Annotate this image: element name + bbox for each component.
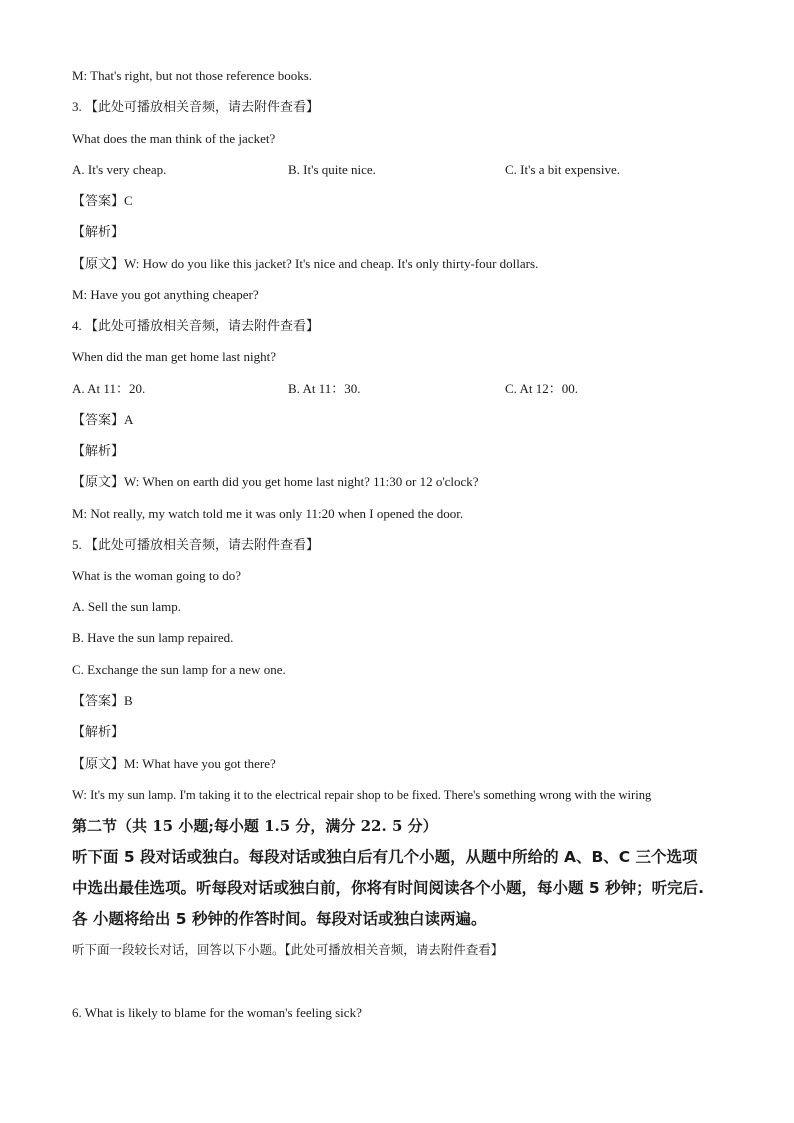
question-3-analysis: 【解析】 [72,224,125,239]
question-5-option-b: B. Have the sun lamp repaired. [72,630,234,645]
question-3-header: 3. 【此处可播放相关音频，请去附件查看】 [72,99,320,114]
question-4-stem: When did the man get home last night? [72,349,276,364]
dialog-intro: 听下面一段较长对话，回答以下小题。【此处可播放相关音频，请去附件查看】 [72,942,504,957]
question-6-stem: 6. What is likely to blame for the woman's feeling sick? [72,1005,362,1020]
section-2-instructions-1: 听下面 5 段对话或独白。每段对话或独白后有几个小题，从题中所给的 A、B、C 三个选项 [72,848,698,866]
question-5-stem: What is the woman going to do? [72,568,241,583]
question-5-header: 5. 【此处可播放相关音频，请去附件查看】 [72,537,320,552]
question-5-answer: 【答案】B [72,693,133,708]
question-4-transcript-1: 【原文】W: When on earth did you get home last night? 11:30 or 12 o'clock? [72,474,479,489]
question-3-option-c: C. It's a bit expensive. [505,162,620,177]
question-5-analysis: 【解析】 [72,724,125,739]
question-4-header: 4. 【此处可播放相关音频，请去附件查看】 [72,318,320,333]
question-5-option-a: A. Sell the sun lamp. [72,599,182,614]
question-3-transcript-1: 【原文】W: How do you like this jacket? It's nice and cheap. It's only thirty-four dollars. [72,256,539,271]
question-4-analysis: 【解析】 [72,443,125,458]
question-4-option-c: C. At 12：00. [505,381,578,396]
section-2-title: 第二节（共 15 小题;每小题 1.5 分，满分 22. 5 分） [72,817,438,835]
dialog-line: M: That's right, but not those reference books. [72,68,313,83]
question-5-transcript-1: 【原文】M: What have you got there? [72,756,276,771]
question-3-option-b: B. It's quite nice. [288,162,376,177]
question-3-stem: What does the man think of the jacket? [72,131,276,146]
section-2-instructions-2: 中选出最佳选项。听每段对话或独白前，你将有时间阅读各个小题，每小题 5 秒钟；听完后. [72,879,704,897]
question-4-option-a: A. At 11：20. [72,381,146,396]
question-5-transcript-2: W: It's my sun lamp. I'm taking it to the electrical repair shop to be fixed. There's something wrong with the wiring [72,788,652,802]
question-4-transcript-2: M: Not really, my watch told me it was only 11:20 when I opened the door. [72,506,464,521]
question-5-option-c: C. Exchange the sun lamp for a new one. [72,662,286,677]
section-2-instructions-3: 各 小题将给出 5 秒钟的作答时间。每段对话或独白读两遍。 [72,910,487,928]
question-4-answer: 【答案】A [72,412,134,427]
question-4-option-b: B. At 11：30. [288,381,361,396]
question-3-answer: 【答案】C [72,193,133,208]
question-3-option-a: A. It's very cheap. [72,162,167,177]
question-3-transcript-2: M: Have you got anything cheaper? [72,287,259,302]
